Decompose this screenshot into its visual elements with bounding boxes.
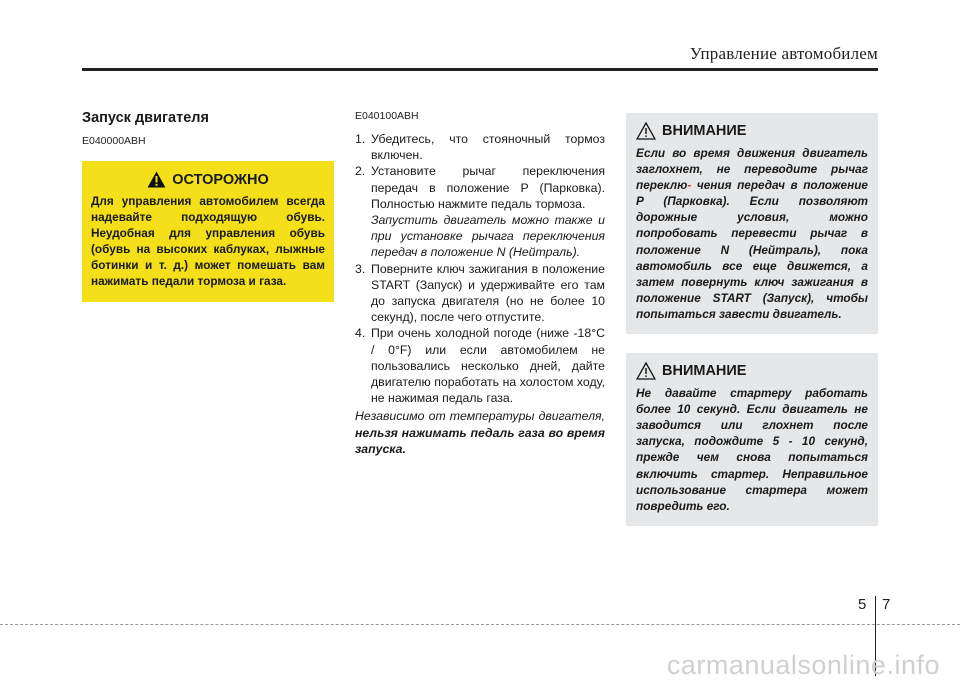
caution-triangle-icon [636,122,656,140]
page-header-title: Управление автомобилем [689,44,878,63]
final-note-normal: Независимо от температуры двигателя, [355,409,605,424]
step-text: Поверните ключ зажигания в положение START (Запуск) и удерживайте его там до запуска двигателя (но не более 10 секунд), после чего отпустите. [371,261,605,325]
start-steps [355,131,605,406]
caution-text: Не давайте стартеру работать более 10 секунд. Если двигатель не заводится или глохнет после запуска, подождите 5 - 10 секунд, прежде чем снова попытаться включить стартер. Неправильное использование стартера может повредить его. [636,386,868,513]
list-item [355,131,605,163]
chapter-number: 5 [858,596,867,613]
hyphen-mark: - [687,178,692,193]
caution-header [636,362,868,380]
caution-box-starter [626,353,878,526]
list-item [355,261,605,326]
final-note-bold: нельзя нажимать педаль газа во время запуска. [355,425,605,456]
list-item [355,163,605,212]
caution-text-part-a: Если во время движения двигатель заглохнет, не переводите рычаг переклю [636,146,868,193]
watermark: carmanualsonline.info [666,650,940,680]
step-number: 1. [355,132,366,146]
caution-title: ВНИМАНИЕ [662,123,747,139]
caution-text-part-b: чения передач в положение P (Парковка). Если позволяют дорожные условия, можно попробовать перевести рычаг в положение N (Нейтраль), пока автомобиль все еще движется, а затем повернуть ключ зажигания в положение START (Запуск), чтобы попытаться завести двигатель. [636,178,868,321]
warning-box [82,161,334,302]
caution-box-stall [626,113,878,334]
caution-title: ВНИМАНИЕ [662,363,747,380]
warning-triangle-icon [147,171,166,188]
section-title: Запуск двигателя [82,110,209,126]
warning-title: ОСТОРОЖНО [172,171,269,188]
footer-divider [0,624,960,625]
warning-header [91,171,325,188]
step-number: 2. [355,164,366,179]
step-text: Установите рычаг переключения передач в положение P (Парковка). Полностью нажмите педаль тормоза. [371,164,605,211]
header-rule [82,68,878,71]
step-text: При очень холодной погоде (ниже -18°C / 0°F) или если автомобилем не пользовались несколько дней, дайте двигателю поработать на холостом ходу, не нажимая педаль газа. [371,326,605,406]
step-text: Убедитесь, что стояночный тормоз включен. [371,132,605,163]
caution-text [636,145,868,322]
caution-triangle-icon [636,362,656,380]
procedure-code: E040100ABH [355,110,419,122]
middle-column [355,110,605,457]
final-note [355,408,605,457]
caution-header [636,122,868,140]
right-column [626,113,878,526]
left-column [82,110,334,302]
step-note: Запустить двигатель можно также и при установке рычага переключения передач в положение N (Нейтраль). [371,213,605,260]
step-number: 3. [355,261,366,276]
warning-text: Для управления автомобилем всегда надевайте подходящую обувь. Неудобная для управления обувь (обувь на высоких каблуках, лыжные ботинки и т. д.) может помешать вам нажимать педали тормоза и газа. [91,194,325,289]
section-code: E040000ABH [82,135,146,147]
page-number: 7 [882,596,891,613]
step-number: 4. [355,326,366,341]
list-item [355,325,605,406]
